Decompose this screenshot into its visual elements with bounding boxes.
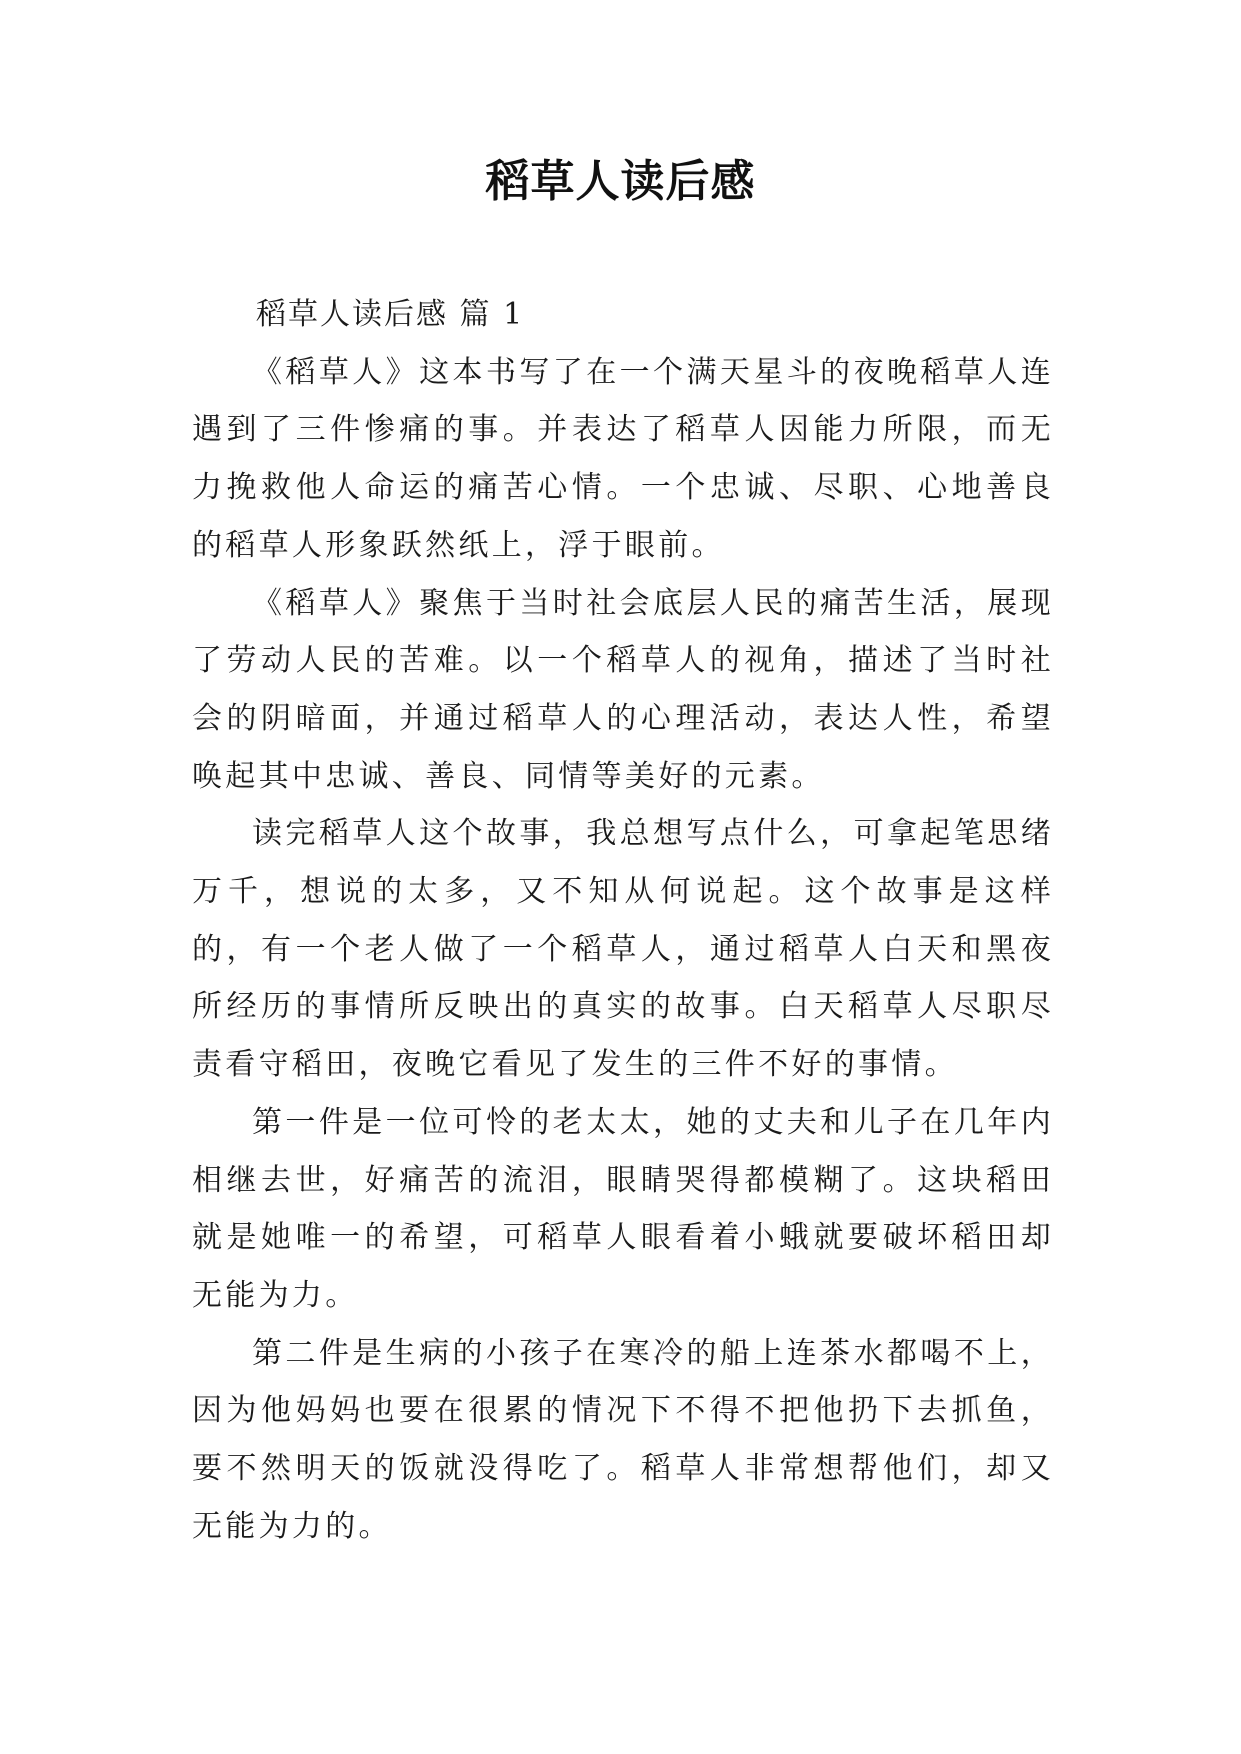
paragraph-3: 读完稻草人这个故事，我总想写点什么，可拿起笔思绪万千，想说的太多，又不知从何说起。这个故事是这样的，有一个老人做了一个稻草人，通过稻草人白天和黑夜所经历的事情所反映出的真实的故事。白天稻草人尽职尽责看守稻田，夜晚它看见了发生的三件不好的事情。 [192, 816, 1054, 1083]
section-heading: 稻草人读后感 篇 1 [256, 297, 525, 332]
paragraph-5: 第二件是生病的小孩子在寒冷的船上连茶水都喝不上，因为他妈妈也要在很累的情况下不得不把他扔下去抓鱼，要不然明天的饭就没得吃了。稻草人非常想帮他们，却又无能为力的。 [192, 1335, 1054, 1544]
paragraph-2: 《稻草人》聚焦于当时社会底层人民的痛苦生活，展现了劳动人民的苦难。以一个稻草人的视角，描述了当时社会的阴暗面，并通过稻草人的心理活动，表达人性，希望唤起其中忠诚、善良、同情等美好的元素。 [192, 585, 1054, 794]
paragraph-1: 《稻草人》这本书写了在一个满天星斗的夜晚稻草人连遇到了三件惨痛的事。并表达了稻草人因能力所限，而无力挽救他人命运的痛苦心情。一个忠诚、尽职、心地善良的稻草人形象跃然纸上，浮于眼前。 [192, 354, 1054, 563]
paragraph-4: 第一件是一位可怜的老太太，她的丈夫和儿子在几年内相继去世，好痛苦的流泪，眼睛哭得都模糊了。这块稻田就是她唯一的希望，可稻草人眼看着小蛾就要破坏稻田却无能为力。 [192, 1104, 1054, 1313]
document-body [192, 286, 1054, 1555]
document-title: 稻草人读后感 [485, 156, 756, 207]
